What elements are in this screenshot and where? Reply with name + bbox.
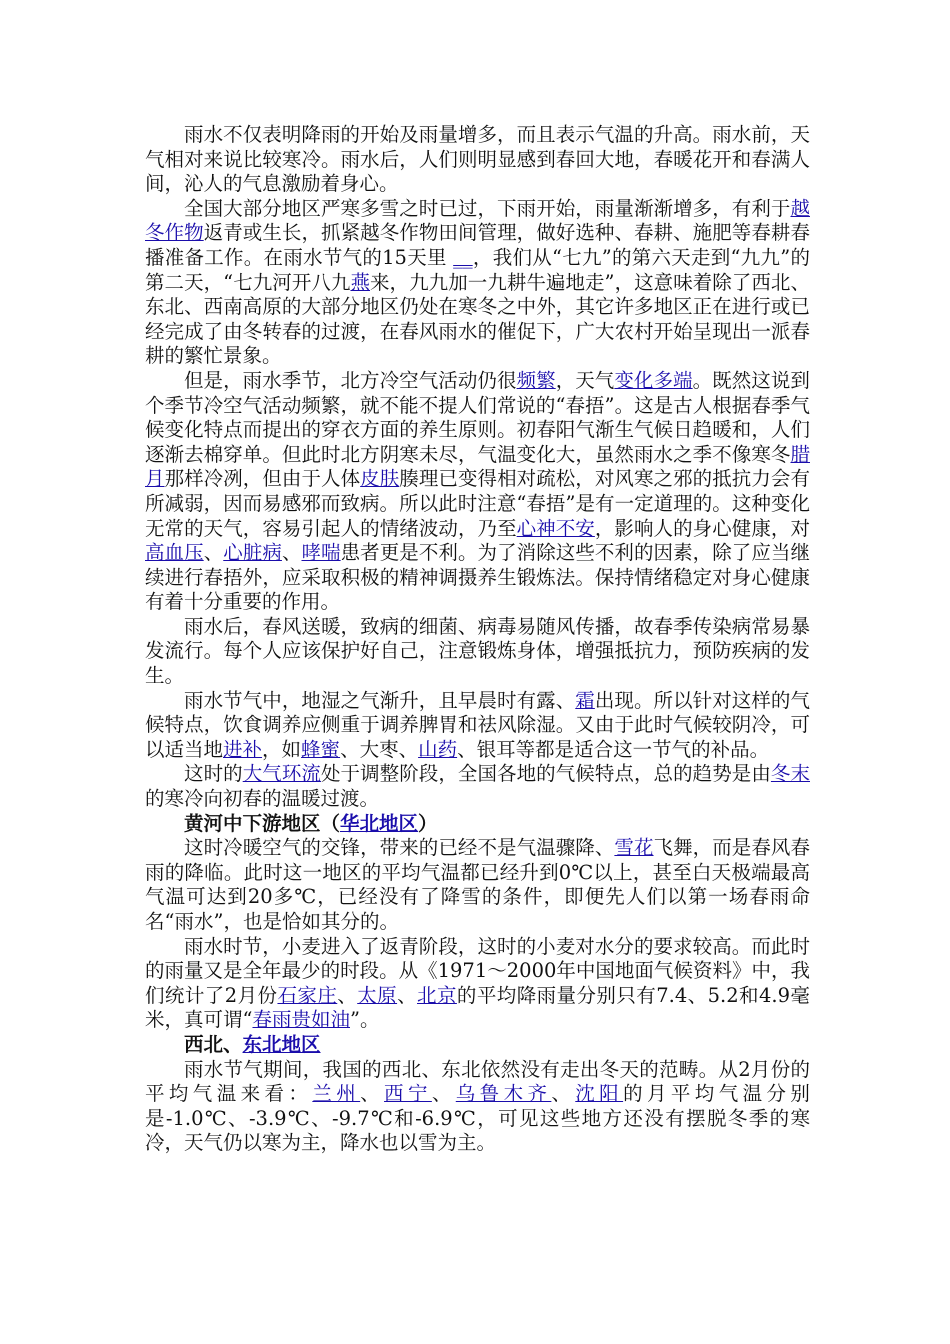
hyperlink[interactable]: 变化多端 [614,368,693,392]
text-run: 但是，雨水季节，北方冷空气活动仍很 [184,368,517,392]
text-run: 雨水节气中，地湿之气渐升，且早晨时有露、 [184,688,576,712]
text-run: 这时冷暖空气的交锋，带来的已经不是气温骤降、 [184,836,615,860]
hyperlink[interactable]: 哮喘 [301,541,341,565]
text-run: 、大枣、 [340,737,419,761]
hyperlink[interactable]: 西宁 [384,1082,432,1106]
text-run: 、银耳等都是适合这一节气的补品。 [457,737,770,761]
text-run: 、 [360,1082,385,1106]
paragraph [145,836,810,934]
hyperlink[interactable]: 华北地区 [340,811,419,835]
text-run: ，我们从“七九”的第六天走到“九九”的第二天，“七九河开八九 [145,245,810,294]
hyperlink[interactable]: 太原 [357,983,398,1007]
text-run: 全国大部分地区严寒多雪之时已过，下雨开始，雨量渐渐增多，有利于 [184,196,791,220]
hyperlink[interactable]: 霜 [575,688,595,712]
text-run: 那样冷冽，但由于人体 [164,467,361,491]
text-run: 雨水时节，小麦进入了返青阶段，这时的小麦对水分的要求较高。而此时的雨量又是全年最少的时段。从《1971～2000年中国地面气候资料》中，我们统计了2月份 [145,934,810,1007]
hyperlink[interactable]: 频繁 [516,368,556,392]
text-run: ） [418,811,438,835]
text-run: 、 [551,1082,576,1106]
text-run: 、 [203,541,224,565]
hyperlink[interactable]: 蜂蜜 [301,737,341,761]
document-body [145,123,810,1156]
hyperlink[interactable]: 山药 [418,737,458,761]
section-heading [145,1033,810,1058]
text-run: 患者更是不利。为了消除这些不利的因素，除了应当继续进行春捂外，应采取积极的精神调摄养生锻炼法。保持情绪稳定对身心健康有着十分重要的作用。 [145,541,810,614]
hyperlink[interactable]: 北京 [417,983,457,1007]
hyperlink[interactable]: 石家庄 [277,983,338,1007]
text-run: 的平均降雨量分别只有7.4、5.2和4.9毫米，真可谓“ [145,983,810,1032]
section-heading [145,812,810,837]
paragraph [145,197,810,369]
paragraph [145,123,810,197]
text-run: 黄河中下游地区（ [184,811,341,835]
hyperlink[interactable]: 沈阳 [575,1082,624,1106]
text-run: 返青或生长，抓紧越冬作物田间管理，做好选种、春耕、施肥等春耕春播准备工作。在雨水节气的15天里 [145,221,810,269]
text-run: 、 [431,1082,456,1106]
text-run: 雨水节气期间，我国的西北、东北依然没有走出冬天的范畴。从2月份的平均气温来看： [145,1057,810,1106]
text-run: ，如 [262,737,302,761]
text-run: 、 [397,983,418,1007]
hyperlink[interactable]: 皮肤 [360,467,400,491]
text-run: 西北、 [184,1032,243,1056]
text-run: 腠理已变得相对疏松，对风寒之邪的抵抗力会有所减弱，因而易感邪而致病。所以此时注意“春捂”是有一定道理的。这种变化无常的天气，容易引起人的情绪波动，乃至 [145,467,810,540]
text-run: ，天气 [555,368,615,392]
hyperlink[interactable]: 心神不安 [516,516,595,540]
hyperlink[interactable]: 越冬作物 [145,196,810,245]
hyperlink[interactable]: 心脏病 [223,541,282,565]
text-run: 飞舞，而是春风春雨的降临。此时这一地区的平均气温都已经升到0℃以上，甚至白天极端最高气温可达到20多℃，已经没有了降雪的条件，即便先人们以第一场春雨命名“雨水”，也是恰如其分的。 [145,836,810,933]
text-run: 雨水不仅表明降雨的开始及雨量增多，而且表示气温的升高。雨水前，天气相对来说比较寒冷。雨水后，人们则明显感到春回大地，春暖花开和春满人间，沁人的气息激励着身心。 [145,123,810,196]
paragraph [145,369,810,615]
hyperlink[interactable]: 春雨贵如油 [252,1008,350,1032]
paragraph [145,689,810,763]
hyperlink[interactable]: 兰州 [312,1082,361,1106]
paragraph [145,1058,810,1156]
hyperlink[interactable]: 腊月 [145,442,810,491]
text-run: 的月平均气温分别是-1.0℃、-3.9℃、-9.7℃和-6.9℃，可见这些地方还没有摆脱冬季的寒冷，天气仍以寒为主，降水也以雪为主。 [145,1082,810,1155]
paragraph [145,615,810,689]
text-run: ，影响人的身心健康，对 [594,516,810,540]
text-run: 雨水后，春风送暖，致病的细菌、病毒易随风传播，故春季传染病常易暴发流行。每个人应该保护好自己，注意锻炼身体，增强抵抗力，预防疾病的发生。 [145,614,810,688]
text-run: 、 [281,541,302,565]
text-run: ”。 [350,1008,380,1032]
hyperlink[interactable]: 东北地区 [242,1032,321,1056]
text-run: 这时的 [184,762,243,786]
text-run: 来，九九加一九耕牛遍地走”，这意味着除了西北、东北、西南高原的大部分地区仍处在寒冬之中外，其它许多地区正在进行或已经完成了由冬转春的过渡，在春风雨水的催促下，广大农村开始呈现出一派春耕的繁忙景象。 [145,270,810,368]
hyperlink[interactable]: 燕 [350,270,371,294]
text-run: 出现。所以针对这样的气候特点，饮食调养应侧重于调养脾胃和祛风除湿。又由于此时气候较阴冷，可以适当地 [145,688,810,761]
text-run: 处于调整阶段，全国各地的气候特点，总的趋势是由 [320,762,771,786]
text-run: 、 [337,983,358,1007]
hyperlink[interactable]: 冬末 [770,762,810,786]
hyperlink[interactable]: 大气环流 [242,762,321,786]
text-run: 的寒冷向初春的温暖过渡。 [145,787,380,811]
hyperlink[interactable]: __ [453,245,473,269]
hyperlink[interactable]: 乌鲁木齐 [455,1082,552,1106]
paragraph [145,762,810,811]
hyperlink[interactable]: 高血压 [145,541,204,565]
paragraph [145,935,810,1033]
hyperlink[interactable]: 雪花 [614,836,654,860]
text-run: 。既然这说到个季节冷空气活动频繁，就不能不提人们常说的“春捂”。这是古人根据春季气候变化特点而提出的穿衣方面的养生原则。初春阳气渐生气候日趋暖和，人们逐渐去棉穿单。但此时北方阴寒未尽，气温变化大，虽然雨水之季不像寒冬 [145,368,810,466]
hyperlink[interactable]: 进补 [223,737,263,761]
